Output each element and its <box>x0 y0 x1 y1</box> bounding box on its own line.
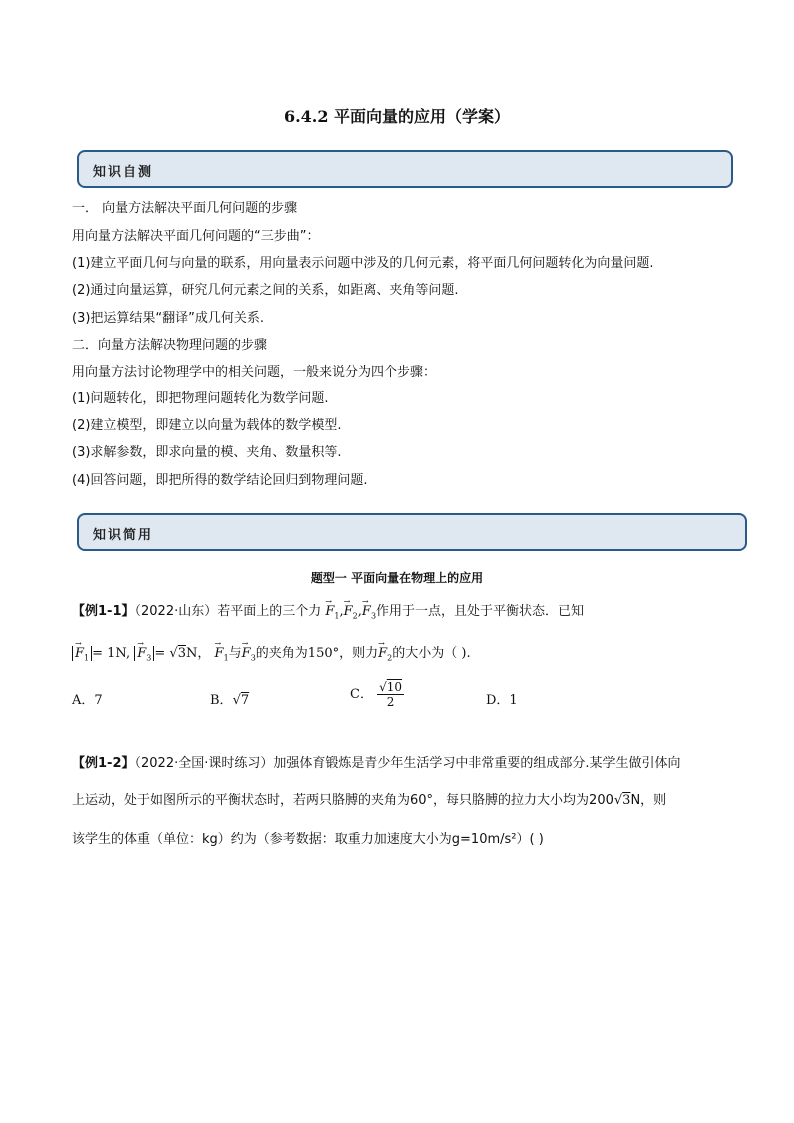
section2-step2: (2)建立模型，即建立以向量为载体的数学模型. <box>72 418 342 433</box>
magnitude-f3: → $F_3$ <box>134 646 154 661</box>
section2-step4: (4)回答问题，即把所得的数学结论回归到物理问题. <box>72 473 368 488</box>
section1-step2: (2)通过向量运算，研究几何元素之间的关系，如距离、夹角等问题. <box>72 283 459 298</box>
example-source: （2022·山东） <box>134 604 218 619</box>
section1-step3: (3)把运算结果“翻译”成几何关系. <box>72 311 265 326</box>
example-tag: 【例1-1】 <box>72 604 135 619</box>
section1-step1: (1)建立平面几何与向量的联系，用向量表示问题中涉及的几何元素，将平面几何问题转化为向量问题. <box>72 256 654 271</box>
section2-heading: 二．向量方法解决物理问题的步骤 <box>72 338 268 353</box>
section2-step3: (3)求解参数，即求向量的模、夹角、数量积等. <box>72 445 342 460</box>
example-1-1-line1: 【例1-1】（2022·山东）若平面上的三个力 → $F_1,\to F_2,\to F_3$作用于一点，且处于平衡状态．已知 <box>72 604 584 625</box>
section1-heading: 一． 向量方法解决平面几何问题的步骤 <box>72 201 298 216</box>
example-tag: 【例1-2】 <box>72 756 135 771</box>
fraction: $\frac{√10}{2}$ <box>379 680 403 709</box>
example-1-2-line3: 该学生的体重（单位：kg）约为（参考数据：取重力加速度大小为g=10m/s²）( ) <box>72 832 544 847</box>
section1-intro: 用向量方法解决平面几何问题的“三步曲”： <box>72 229 320 244</box>
magnitude-f1: → $F_1$ <box>72 646 92 661</box>
option-c: C． $\frac{√10}{2}$ <box>350 680 403 709</box>
section-box-label: 知识自测 <box>93 165 154 180</box>
section-box-self-test <box>77 150 733 188</box>
option-b: B．√7 <box>210 693 250 708</box>
section2-step1: (1)问题转化，即把物理问题转化为数学问题. <box>72 391 329 406</box>
force-vectors: → $F_1,\to F_2,\to F_3$ <box>325 604 376 619</box>
example-1-1-line2: → $F_1 = 1N$, → $F_3 = √3N$， → $F_1$与→ $F_3$的夹角为150°，则力→ $F_2$的大小为（ ). <box>72 646 471 667</box>
section2-intro: 用向量方法讨论物理学中的相关问题，一般来说分为四个步骤： <box>72 365 437 380</box>
question-type-heading: 题型一 平面向量在物理上的应用 <box>310 571 484 585</box>
section-box-label: 知识简用 <box>93 528 154 543</box>
option-d: D．1 <box>486 693 518 708</box>
option-a: A．7 <box>72 693 103 708</box>
example-1-2-line2: 上运动，处于如图所示的平衡状态时，若两只胳膊的夹角为60°，每只胳膊的拉力大小均为200√3N，则 <box>72 793 667 808</box>
section-box-practice <box>77 513 747 551</box>
example-1-2-line1: 【例1-2】（2022·全国·课时练习）加强体育锻炼是青少年生活学习中非常重要的组成部分.某学生做引体向 <box>72 756 681 771</box>
page-title: 6.4.2 平面向量的应用（学案） <box>283 107 511 126</box>
